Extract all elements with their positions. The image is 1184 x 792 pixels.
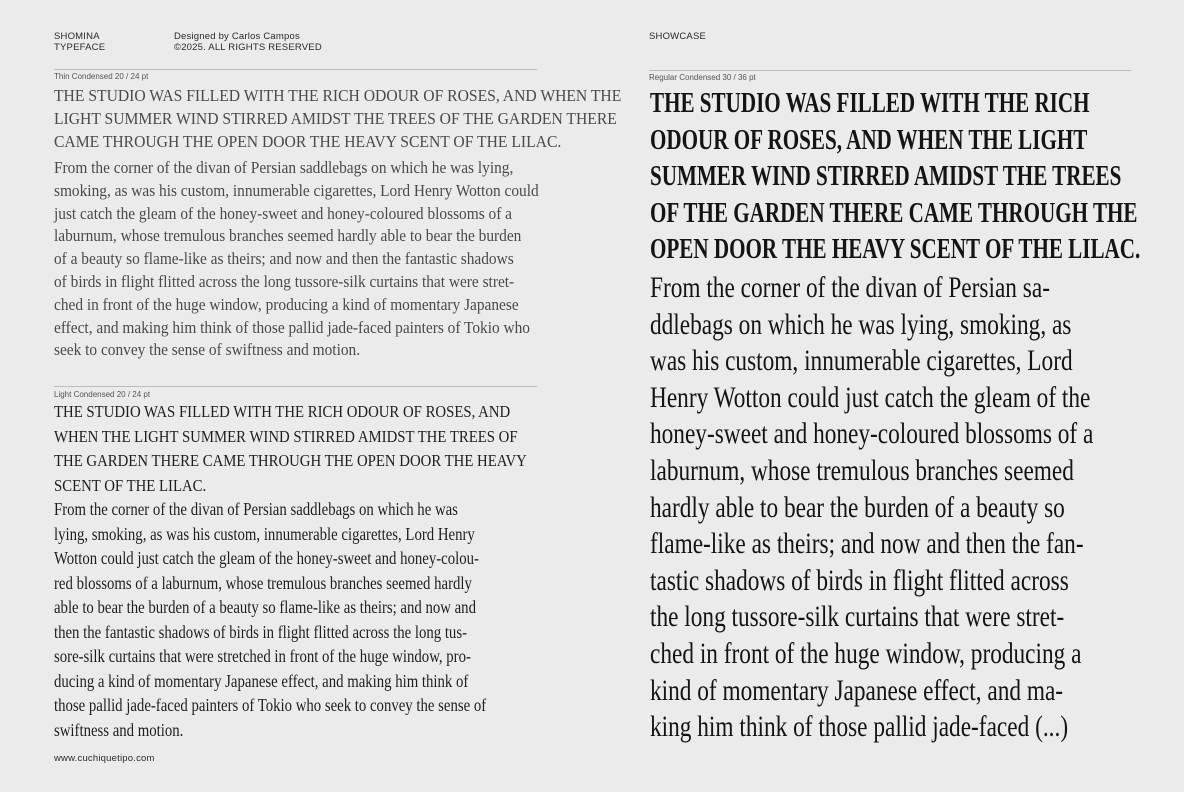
specimen-label-thin: Thin Condensed 20 / 24 pt [54, 72, 149, 81]
light-body-line: sore-silk curtains that were stretched in front of the huge window, pro- [54, 646, 471, 666]
credit-line-2: ©2025. ALL RIGHTS RESERVED [174, 42, 322, 53]
regular-body-line: kind of momentary Japanese effect, and ma- [650, 674, 1064, 707]
thin-body-line: seek to convey the sense of swiftness and motion. [54, 340, 361, 360]
light-body-line: Wotton could just catch the gleam of the honey-sweet and honey-colou- [54, 548, 479, 568]
brand-line-1: SHOMINA [54, 31, 100, 42]
regular-heading-line: OPEN DOOR THE HEAVY SCENT OF THE LILAC. [650, 234, 1141, 266]
thin-body-line: ched in front of the huge window, producing a kind of momentary Japanese [54, 294, 519, 314]
divider-thin [54, 69, 537, 70]
brand-name [54, 31, 105, 53]
regular-body-line: ddlebags on which he was lying, smoking, as [650, 308, 1072, 341]
regular-heading-line: THE STUDIO WAS FILLED WITH THE RICH [650, 88, 1090, 119]
thin-body-line: just catch the gleam of the honey-sweet and honey-coloured blossoms of a [54, 203, 513, 223]
thin-heading-line: CAME THROUGH THE OPEN DOOR THE HEAVY SCENT OF THE LILAC. [54, 131, 562, 151]
light-body-line: swiftness and motion. [54, 719, 184, 740]
light-heading-line: THE GARDEN THERE CAME THROUGH THE OPEN DOOR THE HEAVY [54, 451, 527, 470]
regular-heading-line: OF THE GARDEN THERE CAME THROUGH THE [650, 197, 1138, 229]
light-body-line: able to bear the burden of a beauty so flame-like as theirs; and now and [54, 597, 476, 617]
specimen-body-regular [650, 270, 1148, 746]
specimen-body-light [54, 497, 539, 742]
brand-line-2: TYPEFACE [54, 42, 106, 53]
section-title: SHOWCASE [649, 31, 707, 42]
divider-light [54, 386, 537, 387]
light-heading-line: SCENT OF THE LILAC. [54, 475, 207, 495]
thin-body-line: effect, and making him think of those pallid jade-faced painters of Tokio who [54, 317, 531, 337]
thin-heading-line: THE STUDIO WAS FILLED WITH THE RICH ODOUR OF ROSES, AND WHEN THE [54, 86, 622, 105]
divider-regular [649, 70, 1131, 71]
thin-body-line: smoking, as was his custom, innumerable cigarettes, Lord Henry Wotton could [54, 180, 539, 200]
specimen-label-light: Light Condensed 20 / 24 pt [54, 390, 151, 399]
light-heading-line: WHEN THE LIGHT SUMMER WIND STIRRED AMIDST THE TREES OF [54, 426, 518, 446]
regular-body-line: hardly able to bear the burden of a beauty so [650, 491, 1065, 524]
regular-heading-line: SUMMER WIND STIRRED AMIDST THE TREES [650, 161, 1122, 193]
thin-body-line: of birds in flight flitted across the long tussore-silk curtains that were stret- [54, 271, 515, 291]
light-body-line: then the fantastic shadows of birds in flight flitted across the long tus- [54, 621, 468, 642]
regular-heading-line: ODOUR OF ROSES, AND WHEN THE LIGHT [650, 124, 1088, 156]
specimen-label-regular: Regular Condensed 30 / 36 pt [649, 73, 756, 82]
website-link[interactable]: www.cuchiquetipo.com [54, 753, 155, 764]
regular-body-line: king him think of those pallid jade-faced (...) [650, 711, 1069, 744]
regular-body-line: Henry Wotton could just catch the gleam of the [650, 381, 1091, 414]
regular-body-line: tastic shadows of birds in flight flitted across [650, 564, 1069, 597]
thin-body-line: laburnum, whose tremulous branches seemed hardly able to bear the burden [54, 226, 522, 246]
light-body-line: those pallid jade-faced painters of Tokio who seek to convey the sense of [54, 695, 487, 715]
regular-body-line: was his custom, innumerable cigarettes, Lord [650, 345, 1073, 378]
light-body-line: red blossoms of a laburnum, whose tremulous branches seemed hardly [54, 572, 472, 593]
light-body-line: ducing a kind of momentary Japanese effect, and making him think of [54, 670, 469, 691]
specimen-heading-thin [54, 85, 622, 153]
thin-body-line: From the corner of the divan of Persian saddlebags on which he was lying, [54, 158, 514, 177]
regular-body-line: laburnum, whose tremulous branches seemed [650, 454, 1074, 487]
credits [174, 31, 322, 53]
regular-body-line: From the corner of the divan of Persian sa- [650, 272, 1050, 304]
specimen-heading-regular [650, 86, 1141, 269]
regular-body-line: the long tussore-silk curtains that were stret- [650, 601, 1065, 634]
regular-body-line: honey-sweet and honey-coloured blossoms of a [650, 418, 1094, 451]
specimen-heading-light [54, 400, 536, 498]
specimen-body-thin [54, 157, 539, 362]
thin-body-line: of a beauty so flame-like as theirs; and now and then the fantastic shadows [54, 249, 514, 269]
regular-body-line: ched in front of the huge window, producing a [650, 637, 1082, 670]
credit-line-1: Designed by Carlos Campos [174, 31, 300, 42]
light-heading-line: THE STUDIO WAS FILLED WITH THE RICH ODOUR OF ROSES, AND [54, 402, 511, 421]
thin-heading-line: LIGHT SUMMER WIND STIRRED AMIDST THE TREES OF THE GARDEN THERE [54, 108, 617, 128]
light-body-line: lying, smoking, as was his custom, innumerable cigarettes, Lord Henry [54, 523, 475, 544]
light-body-line: From the corner of the divan of Persian saddlebags on which he was [54, 499, 458, 519]
regular-body-line: flame-like as theirs; and now and then the fan- [650, 528, 1084, 561]
